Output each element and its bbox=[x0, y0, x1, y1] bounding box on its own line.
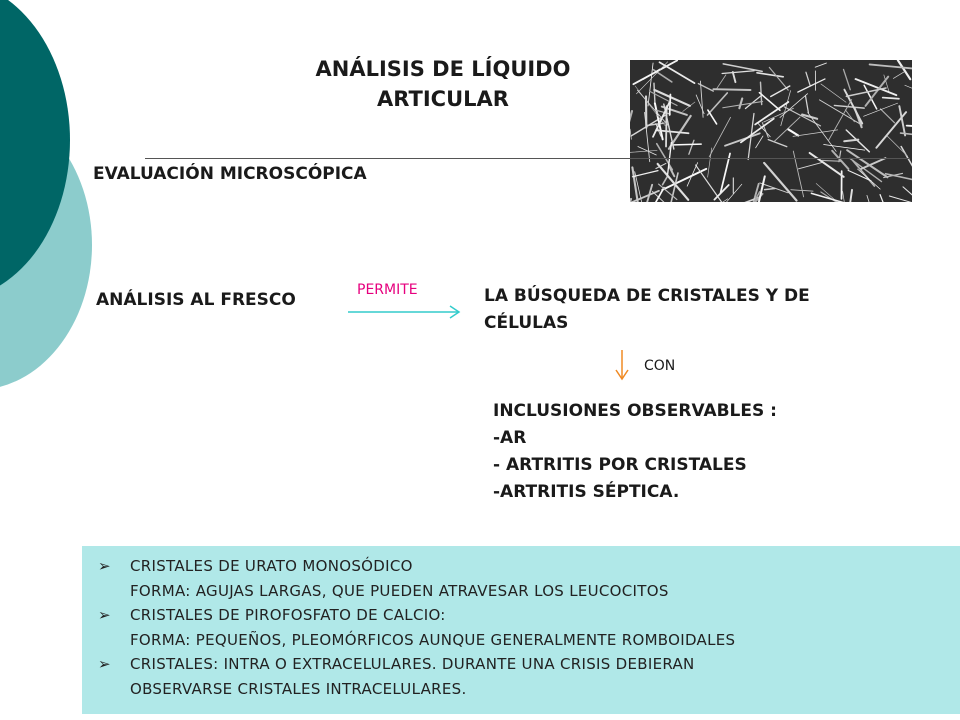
bullet-line-1: CRISTALES DE URATO MONOSÓDICO bbox=[130, 557, 413, 575]
title-line-2: ARTICULAR bbox=[377, 87, 509, 111]
bullet-line-2: OBSERVARSE CRISTALES INTRACELULARES. bbox=[130, 679, 467, 698]
slide-title bbox=[290, 54, 596, 114]
arrowhead-bullet-icon: ➢ bbox=[98, 606, 111, 624]
arrowhead-bullet-icon: ➢ bbox=[98, 557, 111, 575]
fresh-analysis-label: ANÁLISIS AL FRESCO bbox=[96, 290, 296, 310]
divider-line bbox=[145, 158, 910, 159]
bullet-line-1: CRISTALES DE PIROFOSFATO DE CALCIO: bbox=[130, 606, 446, 624]
bullet-item bbox=[96, 603, 960, 652]
right-arrow-icon bbox=[346, 302, 464, 322]
inclusion-item: -AR bbox=[493, 428, 527, 448]
bullet-line-2: FORMA: AGUJAS LARGAS, QUE PUEDEN ATRAVESAR LOS LEUCOCITOS bbox=[130, 581, 669, 600]
bullet-item bbox=[96, 652, 960, 701]
result-text bbox=[484, 283, 810, 337]
down-arrow-icon bbox=[612, 348, 632, 382]
inclusions-heading: INCLUSIONES OBSERVABLES : bbox=[493, 401, 777, 421]
crystals-info-box bbox=[82, 546, 960, 714]
crystals-bullet-list bbox=[82, 546, 960, 701]
bullet-line-2: FORMA: PEQUEÑOS, PLEOMÓRFICOS AUNQUE GENERALMENTE ROMBOIDALES bbox=[130, 630, 736, 649]
inclusion-item: -ARTRITIS SÉPTICA. bbox=[493, 482, 680, 502]
bullet-line-1: CRISTALES: INTRA O EXTRACELULARES. DURANTE UNA CRISIS DEBIERAN bbox=[130, 655, 695, 673]
bullet-item bbox=[96, 554, 960, 603]
crystal-micrograph-image bbox=[630, 60, 912, 202]
arrowhead-bullet-icon: ➢ bbox=[98, 655, 111, 673]
result-line-1: LA BÚSQUEDA DE CRISTALES Y DE bbox=[484, 286, 810, 306]
needle-crystals-icon bbox=[630, 60, 912, 202]
permite-label: PERMITE bbox=[357, 282, 418, 298]
inclusion-item: - ARTRITIS POR CRISTALES bbox=[493, 455, 747, 475]
inclusions-list bbox=[493, 398, 777, 506]
subtitle: EVALUACIÓN MICROSCÓPICA bbox=[93, 164, 367, 184]
title-line-1: ANÁLISIS DE LÍQUIDO bbox=[315, 57, 571, 81]
con-label: CON bbox=[644, 358, 676, 374]
result-line-2: CÉLULAS bbox=[484, 313, 569, 333]
